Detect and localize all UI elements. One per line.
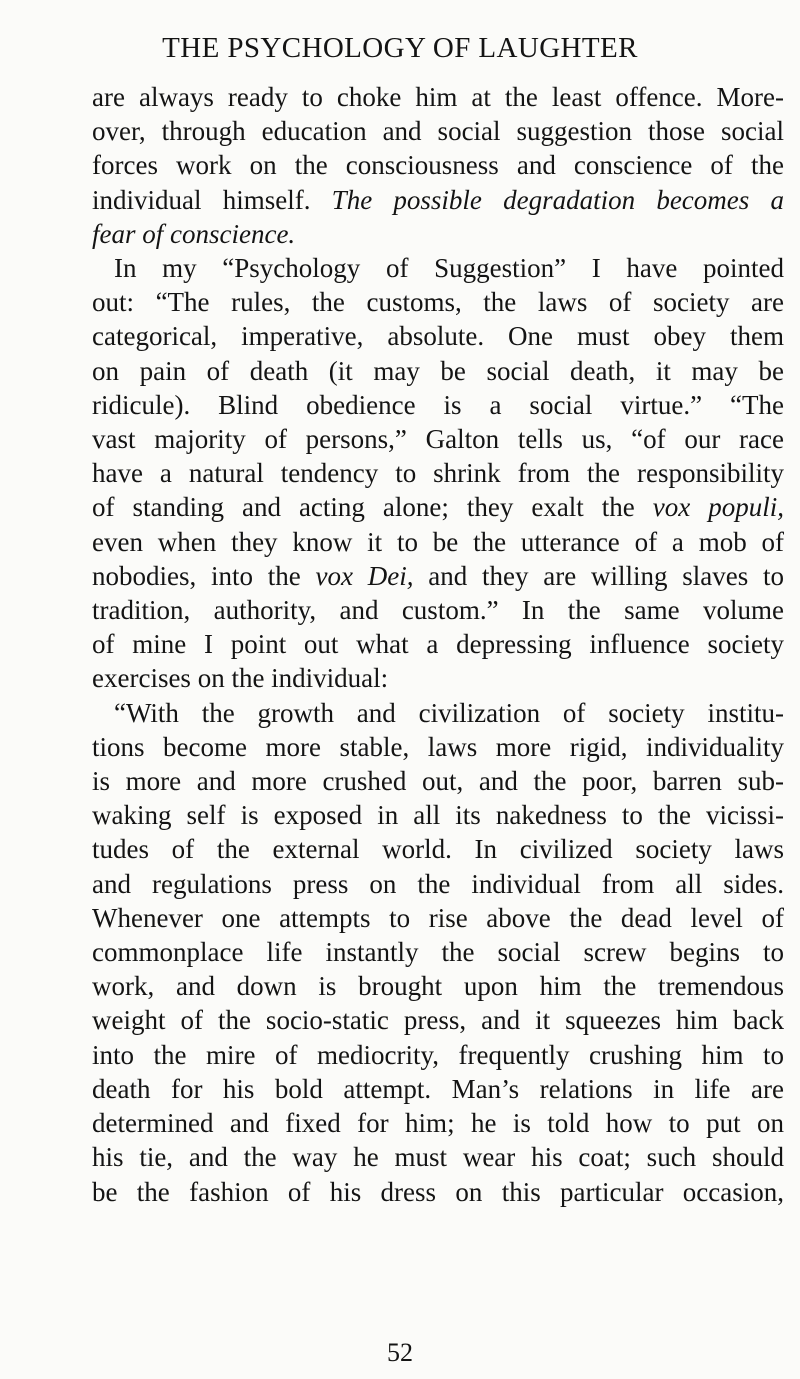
italic-emphasis: fear of conscience. <box>92 218 296 249</box>
text-line: on pain of death (it may be social death, it may be <box>92 355 784 386</box>
text-line: tudes of the external world. In civilized society laws <box>92 834 784 865</box>
paragraph-3 <box>92 696 784 1209</box>
text-line: of mine I point out what a depressing influence society <box>92 629 784 660</box>
text-line: out: “The rules, the customs, the laws of society are <box>92 287 784 318</box>
text-line: weight of the socio-static press, and it squeezes him back <box>92 1005 784 1036</box>
running-head: THE PSYCHOLOGY OF LAUGHTER <box>162 32 638 64</box>
text-line: “With the growth and civilization of society institu- <box>114 697 784 728</box>
text-line: categorical, imperative, absolute. One must obey them <box>92 321 784 352</box>
text-segment: individual himself. <box>92 184 311 215</box>
text-line: be the fashion of his dress on this particular occasion, <box>92 1176 784 1207</box>
text-segment: nobodies, into the <box>92 560 301 591</box>
text-segment: and they are willing slaves to <box>428 560 785 591</box>
text-line: determined and fixed for him; he is told how to put on <box>92 1108 784 1139</box>
italic-emphasis: vox Dei, <box>315 560 414 591</box>
text-line: are always ready to choke him at the least offence. More- <box>92 82 784 112</box>
text-line: forces work on the consciousness and conscience of the <box>92 150 784 181</box>
paragraph-1 <box>92 80 784 251</box>
text-line: commonplace life instantly the social screw begins to <box>92 937 784 968</box>
text-line: tradition, authority, and custom.” In the same volume <box>92 595 784 626</box>
text-line: waking self is exposed in all its nakedness to the vicissi- <box>92 800 784 831</box>
body-text <box>92 80 784 1209</box>
text-line: his tie, and the way he must wear his coat; such should <box>92 1142 784 1173</box>
text-line: even when they know it to be the utterance of a mob of <box>92 526 784 557</box>
text-line: ridicule). Blind obedience is a social virtue.” “The <box>92 389 784 420</box>
text-line <box>92 559 784 593</box>
text-line <box>92 183 784 217</box>
text-line: over, through education and social suggestion those social <box>92 116 784 147</box>
text-line: death for his bold attempt. Man’s relations in life are <box>92 1073 784 1104</box>
italic-emphasis: The possible degradation becomes a <box>331 184 784 215</box>
text-line: exercises on the individual: <box>92 663 389 694</box>
text-line <box>92 490 784 524</box>
text-line: In my “Psychology of Suggestion” I have pointed <box>114 253 784 284</box>
italic-emphasis: vox populi, <box>652 492 784 523</box>
text-segment: of standing and acting alone; they exalt the <box>92 492 635 523</box>
text-line: work, and down is brought upon him the tremendous <box>92 971 784 1002</box>
page-number: 52 <box>387 1338 413 1367</box>
text-line: into the mire of mediocrity, frequently crushing him to <box>92 1039 784 1070</box>
text-line: is more and more crushed out, and the poor, barren sub- <box>92 766 784 797</box>
text-line <box>92 217 784 251</box>
text-line: Whenever one attempts to rise above the dead level of <box>92 902 784 933</box>
text-line: and regulations press on the individual from all sides. <box>92 868 784 899</box>
paragraph-2 <box>92 251 784 696</box>
text-line: tions become more stable, laws more rigid, individuality <box>92 731 784 762</box>
text-line: have a natural tendency to shrink from the responsibility <box>92 458 784 489</box>
text-line: vast majority of persons,” Galton tells us, “of our race <box>92 424 784 455</box>
